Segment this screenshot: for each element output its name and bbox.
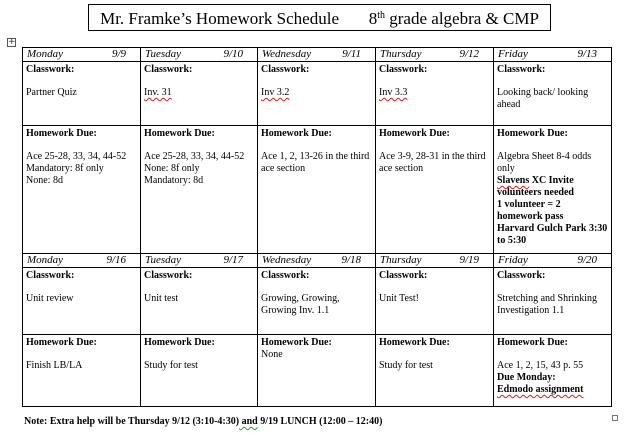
day-date: 9/18 [341,254,361,266]
day-date: 9/16 [106,254,126,266]
homework-line: Ace 1, 2, 15, 43 p. 55 [497,360,584,371]
note-before: Note: Extra help will be Thursday 9/12 (3:10-4:30) [24,416,240,427]
note-and: and [239,416,258,427]
homework-label: Homework Due: [497,337,568,348]
homework-schedule-table [22,47,612,407]
homework-cell[interactable] [141,126,258,254]
homework-line: Algebra Sheet 8-4 odds only [497,151,592,174]
classwork-label: Classwork: [144,64,193,75]
day-header [494,48,612,62]
classwork-cell[interactable] [23,268,141,335]
classwork-cell[interactable] [141,268,258,335]
title-grade-num: 8 [368,9,378,28]
homework-line: Ace 25-28, 33, 34, 44-52 [26,151,127,162]
homework-line: Ace 3-9, 28-31 in the third ace section [379,151,486,174]
classwork-label: Classwork: [261,270,310,281]
homework-cell[interactable] [23,126,141,254]
park-time-line: Harvard Gulch Park 3:30 to 5:30 [497,223,608,246]
homework-line: None: 8f only [144,163,200,174]
volunteer-line [497,175,608,199]
homework-line: None [261,349,283,360]
day-name: Monday [27,254,64,266]
title-grade-rest: grade algebra & CMP [385,9,539,28]
day-header [141,254,258,268]
classwork-cell[interactable] [494,62,612,126]
day-date: 9/17 [223,254,243,266]
classwork-cell[interactable] [376,268,494,335]
classwork-text: Looking back/ looking ahead [497,87,589,110]
classwork-label: Classwork: [26,270,75,281]
day-header [494,254,612,268]
day-header [258,254,376,268]
classwork-label: Classwork: [261,64,310,75]
homework-line: Mandatory: 8f only [26,163,104,174]
homework-cell[interactable] [258,126,376,254]
homework-line: Finish LB/LA [26,360,83,371]
day-header [23,254,141,268]
day-name: Thursday [380,254,422,266]
homework-line: Mandatory: 8d [144,175,204,186]
week1-homework-row [23,126,612,254]
classwork-text: Inv. 31 [144,87,172,98]
homework-label: Homework Due: [144,128,215,139]
homework-cell[interactable] [494,335,612,407]
classwork-label: Classwork: [144,270,193,281]
classwork-cell[interactable] [23,62,141,126]
page-title [88,4,551,31]
slavens-word: Slavens [497,175,530,186]
homework-line: Ace 25-28, 33, 34, 44-52 [144,151,245,162]
homework-label: Homework Due: [379,128,450,139]
week2-homework-row [23,335,612,407]
homework-cell[interactable] [494,126,612,254]
day-date: 9/11 [342,48,361,60]
classwork-text: Inv 3.2 [261,87,290,98]
homework-cell[interactable] [376,126,494,254]
day-name: Tuesday [145,48,182,60]
day-name: Friday [498,48,528,60]
classwork-label: Classwork: [26,64,75,75]
classwork-cell[interactable] [258,268,376,335]
homework-label: Homework Due: [144,337,215,348]
classwork-cell[interactable] [494,268,612,335]
day-date: 9/13 [577,48,597,60]
homework-line: None: 8d [26,175,63,186]
homework-label: Homework Due: [379,337,450,348]
note-after: 9/19 LUNCH (12:00 – 12:40) [257,416,383,427]
day-name: Tuesday [145,254,182,266]
classwork-cell[interactable] [376,62,494,126]
table-move-handle-icon[interactable]: + [8,37,16,47]
classwork-cell[interactable] [141,62,258,126]
homework-line: Ace 1, 2, 13-26 in the third ace section [261,151,370,174]
day-date: 9/20 [577,254,597,266]
classwork-label: Classwork: [379,64,428,75]
extra-help-note [24,416,382,427]
day-name: Friday [498,254,528,266]
day-date: 9/19 [459,254,479,266]
classwork-label: Classwork: [379,270,428,281]
homework-label: Homework Due: [497,128,568,139]
week1-classwork-row [23,62,612,126]
day-header [376,48,494,62]
classwork-text: Stretching and Shrinking Investigation 1.1 [497,293,597,316]
table-resize-handle[interactable] [612,415,618,421]
day-name: Monday [27,48,64,60]
classwork-text: Growing, Growing, Growing Inv. 1.1 [261,293,340,316]
homework-label: Homework Due: [26,337,97,348]
day-header [141,48,258,62]
classwork-text: Inv 3.3 [379,87,408,98]
homework-label: Homework Due: [26,128,97,139]
edmodo-line: Edmodo assignment [497,384,584,395]
homework-cell[interactable] [23,335,141,407]
classwork-label: Classwork: [497,270,546,281]
week2-classwork-row [23,268,612,335]
day-name: Thursday [380,48,422,60]
homework-pass-line: 1 volunteer = 2 homework pass [497,199,564,222]
classwork-label: Classwork: [497,64,546,75]
classwork-text: Unit test [144,293,179,304]
homework-line: Study for test [144,360,198,371]
title-grade-sup: th [377,10,386,21]
day-name: Wednesday [262,48,312,60]
week2-day-header-row [23,254,612,268]
homework-cell[interactable] [376,335,494,407]
day-header [23,48,141,62]
week1-day-header-row [23,48,612,62]
homework-label: Homework Due: [261,337,332,348]
day-date: 9/9 [111,48,126,60]
classwork-text: Unit Test! [379,293,419,304]
homework-cell[interactable] [258,335,376,407]
day-date: 9/12 [459,48,479,60]
due-monday-line: Due Monday: [497,372,556,383]
day-header [376,254,494,268]
homework-line: Study for test [379,360,433,371]
day-header [258,48,376,62]
classwork-cell[interactable] [258,62,376,126]
xc-invite-text: XC Invite volunteers needed [497,175,574,198]
classwork-text: Unit review [26,293,74,304]
homework-label: Homework Due: [261,128,332,139]
homework-cell[interactable] [141,335,258,407]
title-main: Mr. Framke’s Homework Schedule [100,9,339,28]
day-date: 9/10 [223,48,243,60]
classwork-text: Partner Quiz [26,87,77,98]
day-name: Wednesday [262,254,312,266]
